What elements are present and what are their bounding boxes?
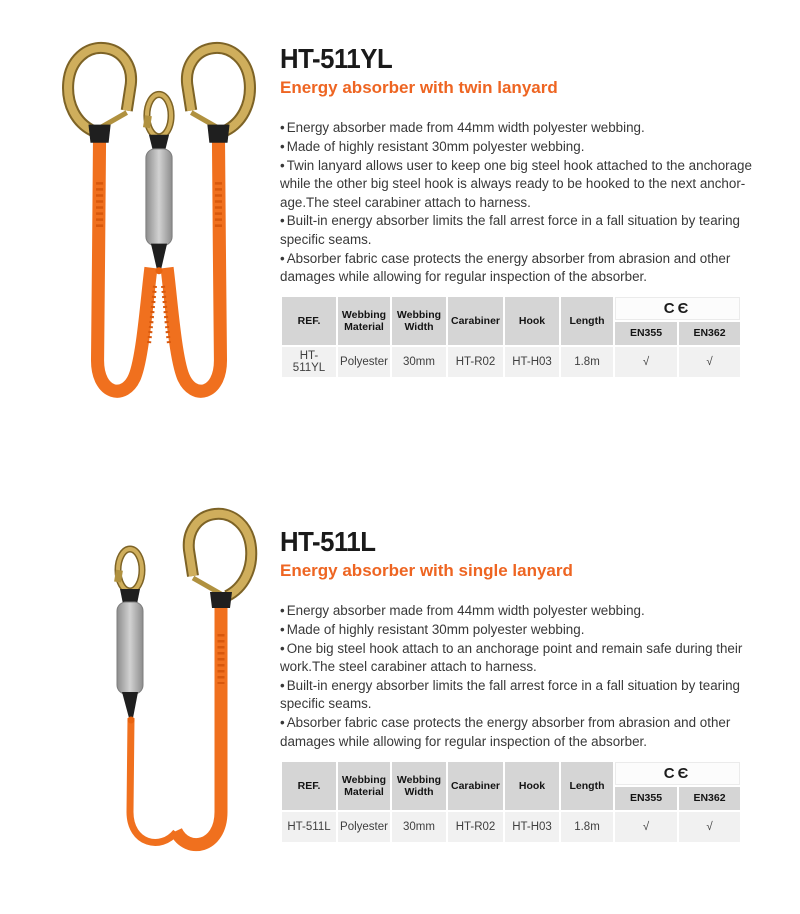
carabiner-icon xyxy=(114,549,142,591)
absorber-bottom-wrap xyxy=(122,692,138,718)
table-row xyxy=(282,812,740,842)
product-1-content xyxy=(280,44,785,287)
absorber-knot xyxy=(128,717,135,724)
table-row xyxy=(282,347,740,377)
main-webbing-strap xyxy=(176,602,221,845)
ce-header-cell xyxy=(615,297,740,320)
ref-value: HT-511L xyxy=(282,812,336,842)
col-length-header: Length xyxy=(561,762,613,810)
product-2-title: HT-511L xyxy=(280,526,376,557)
product-1-title: HT-511YL xyxy=(280,43,393,74)
col-webbing-material-header: Webbing Material xyxy=(338,762,390,810)
product-2-features xyxy=(280,602,782,751)
hook-value: HT-H03 xyxy=(505,347,559,377)
ce-header-cell xyxy=(615,762,740,785)
product-2-subtitle: Energy absorber with single lanyard xyxy=(280,561,573,581)
col-hook-header: Hook xyxy=(505,297,559,345)
col-en355-header: EN355 xyxy=(615,322,677,345)
feature-item: • Twin lanyard allows user to keep one big steel hook attached to the anchorage while the other big steel hook is always ready to be hooked to the next anchor-age.The steel carabiner attach to harness. xyxy=(280,157,782,213)
twin-lanyard-illustration xyxy=(58,36,260,434)
ref-value: HT-511YL xyxy=(282,347,336,377)
carabiner-icon xyxy=(143,94,171,136)
col-carabiner-header: Carabiner xyxy=(448,762,503,810)
webbing-width-value: 30mm xyxy=(392,347,446,377)
col-en362-header: EN362 xyxy=(679,322,740,345)
feature-item: • Made of highly resistant 30mm polyester webbing. xyxy=(280,621,782,640)
product-2-content xyxy=(280,527,785,751)
feature-item: • Absorber fabric case protects the energy absorber from abrasion and other damages while allowing for regular inspection of the absorber. xyxy=(280,714,782,751)
return-webbing-strap xyxy=(130,718,176,842)
col-webbing-material-header: Webbing Material xyxy=(338,297,390,345)
col-ref-header: REF. xyxy=(282,762,336,810)
twin-lanyard-photo xyxy=(58,36,260,434)
webbing-material-value: Polyester xyxy=(338,812,390,842)
right-scaffold-hook-icon xyxy=(187,48,250,131)
feature-item: • Built-in energy absorber limits the fall arrest force in a fall situation by tearing specific seams. xyxy=(280,212,782,249)
en362-check: √ xyxy=(679,347,740,377)
right-strap-sleeve xyxy=(207,125,229,143)
left-scaffold-hook-icon xyxy=(68,48,131,131)
left-strap-sleeve xyxy=(88,125,110,143)
webbing-material-value: Polyester xyxy=(338,347,390,377)
product-2-spec-table xyxy=(280,760,742,844)
left-webbing-strap xyxy=(98,137,151,391)
col-en362-header: EN362 xyxy=(679,787,740,810)
single-lanyard-photo xyxy=(55,493,275,895)
col-en355-header: EN355 xyxy=(615,787,677,810)
ce-mark-icon: CЄ xyxy=(663,299,692,317)
feature-item: • Made of highly resistant 30mm polyester webbing. xyxy=(280,138,782,157)
energy-absorber-pouch xyxy=(146,149,172,246)
col-webbing-width-header: Webbing Width xyxy=(392,297,446,345)
feature-item: • Energy absorber made from 44mm width polyester webbing. xyxy=(280,602,782,621)
en355-check: √ xyxy=(615,347,677,377)
absorber-knot xyxy=(155,267,162,274)
hook-strap-sleeve xyxy=(210,592,232,608)
webbing-width-value: 30mm xyxy=(392,812,446,842)
feature-item: • Energy absorber made from 44mm width polyester webbing. xyxy=(280,119,782,138)
single-lanyard-illustration xyxy=(55,493,275,895)
col-ref-header: REF. xyxy=(282,297,336,345)
col-length-header: Length xyxy=(561,297,613,345)
feature-item: • One big steel hook attach to an anchorage point and remain safe during their work.The steel carabiner attach to harness. xyxy=(280,640,782,677)
feature-item: • Absorber fabric case protects the energy absorber from abrasion and other damages while allowing for regular inspection of the absorber. xyxy=(280,250,782,287)
scaffold-hook-icon xyxy=(189,514,252,596)
energy-absorber-pouch xyxy=(117,602,143,694)
product-1-subtitle: Energy absorber with twin lanyard xyxy=(280,78,558,98)
product-1-features xyxy=(280,119,782,286)
col-hook-header: Hook xyxy=(505,762,559,810)
col-carabiner-header: Carabiner xyxy=(448,297,503,345)
carabiner-value: HT-R02 xyxy=(448,812,503,842)
feature-item: • Built-in energy absorber limits the fall arrest force in a fall situation by tearing specific seams. xyxy=(280,677,782,714)
col-webbing-width-header: Webbing Width xyxy=(392,762,446,810)
en355-check: √ xyxy=(615,812,677,842)
product-1-spec-table xyxy=(280,295,742,379)
hook-value: HT-H03 xyxy=(505,812,559,842)
absorber-bottom-wrap xyxy=(151,244,167,270)
en362-check: √ xyxy=(679,812,740,842)
ce-mark-icon: CЄ xyxy=(663,764,692,782)
length-value: 1.8m xyxy=(561,812,613,842)
carabiner-value: HT-R02 xyxy=(448,347,503,377)
length-value: 1.8m xyxy=(561,347,613,377)
